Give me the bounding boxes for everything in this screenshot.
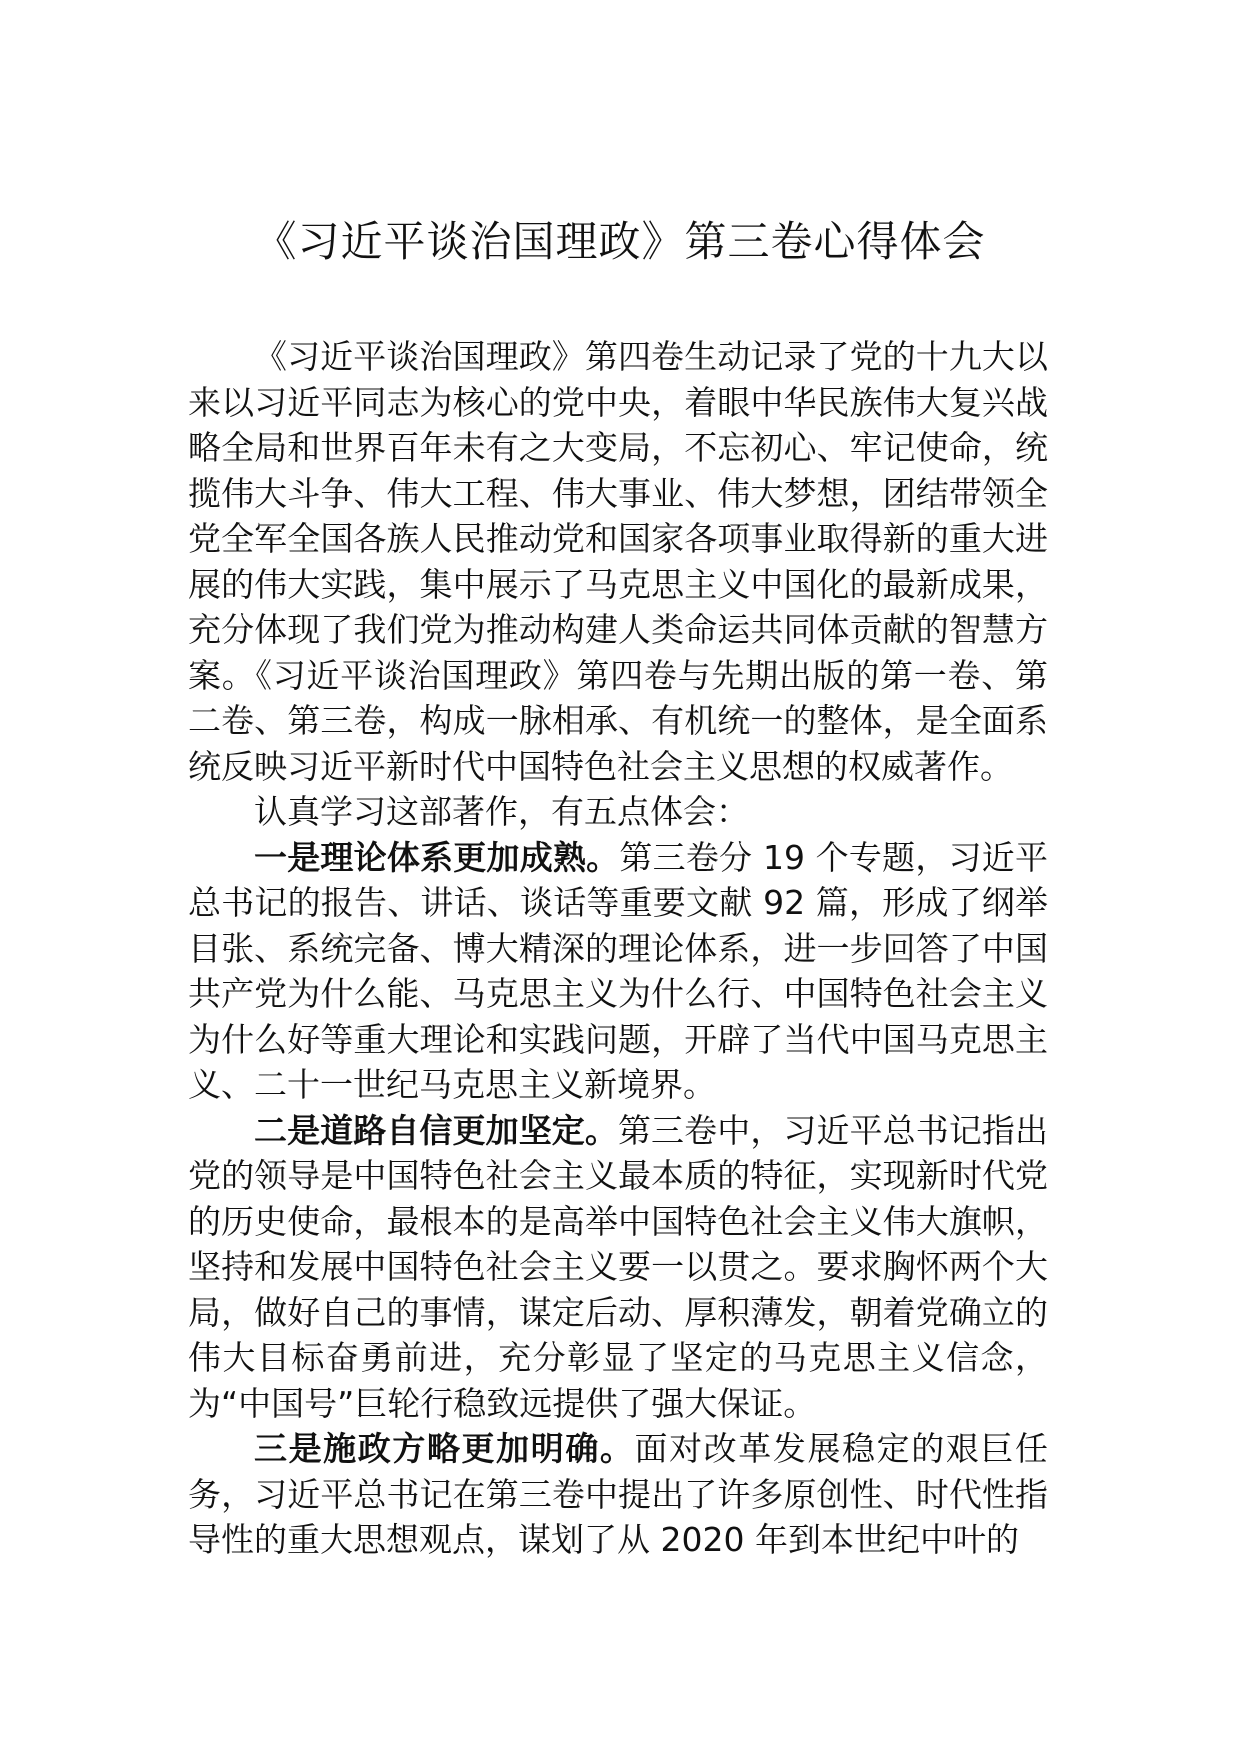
- document-body: [188, 334, 1048, 1563]
- paragraph-point-two: [188, 1108, 1048, 1427]
- point-one-heading: 一是理论体系更加成熟。: [254, 837, 620, 877]
- document-title: 《习近平谈治国理政》第三卷心得体会: [254, 217, 986, 266]
- point-two-text: 第三卷中，习近平总书记指出党的领导是中国特色社会主义最本质的特征，实现新时代党的历史使命，最根本的是高举中国特色社会主义伟大旗帜，坚持和发展中国特色社会主义要一以贯之。要求胸怀两个大局，做好自己的事情，谋定后动、厚积薄发，朝着党确立的伟大目标奋勇前进，充分彰显了坚定的马克思主义信念，为“中国号”巨轮行稳致远提供了强大保证。: [188, 1110, 1049, 1423]
- paragraph-point-one: [188, 835, 1048, 1108]
- paragraph-point-three: [188, 1426, 1048, 1563]
- paragraph-summary: [188, 789, 1048, 835]
- point-three-heading: 三是施政方略更加明确。: [254, 1429, 635, 1468]
- point-one-text: 第三卷分 19 个专题，习近平总书记的报告、讲话、谈话等重要文献 92 篇，形成了纲举目张、系统完备、博大精深的理论体系，进一步回答了中国共产党为什么能、马克思主义为什么行、中国特色社会主义为什么好等重大理论和实践问题，开辟了当代中国马克思主义、二十一世纪马克思主义新境界。: [188, 837, 1048, 1104]
- point-three-text: 面对改革发展稳定的艰巨任务，习近平总书记在第三卷中提出了许多原创性、时代性指导性的重大思想观点，谋划了从 2020 年到本世纪中叶的: [188, 1429, 1049, 1559]
- paragraph-intro: [188, 334, 1048, 789]
- paragraph-intro-text: 《习近平谈治国理政》第四卷生动记录了党的十九大以来以习近平同志为核心的党中央，着眼中华民族伟大复兴战略全局和世界百年未有之大变局，不忘初心、牢记使命，统揽伟大斗争、伟大工程、伟大事业、伟大梦想，团结带领全党全军全国各族人民推动党和国家各项事业取得新的重大进展的伟大实践，集中展示了马克思主义中国化的最新成果，充分体现了我们党为推动构建人类命运共同体贡献的智慧方案。《习近平谈治国理政》第四卷与先期出版的第一卷、第二卷、第三卷，构成一脉相承、有机统一的整体，是全面系统反映习近平新时代中国特色社会主义思想的权威著作。: [188, 337, 1048, 786]
- point-two-heading: 二是道路自信更加坚定。: [254, 1110, 618, 1150]
- paragraph-summary-text: 认真学习这部著作，有五点体会：: [254, 792, 749, 831]
